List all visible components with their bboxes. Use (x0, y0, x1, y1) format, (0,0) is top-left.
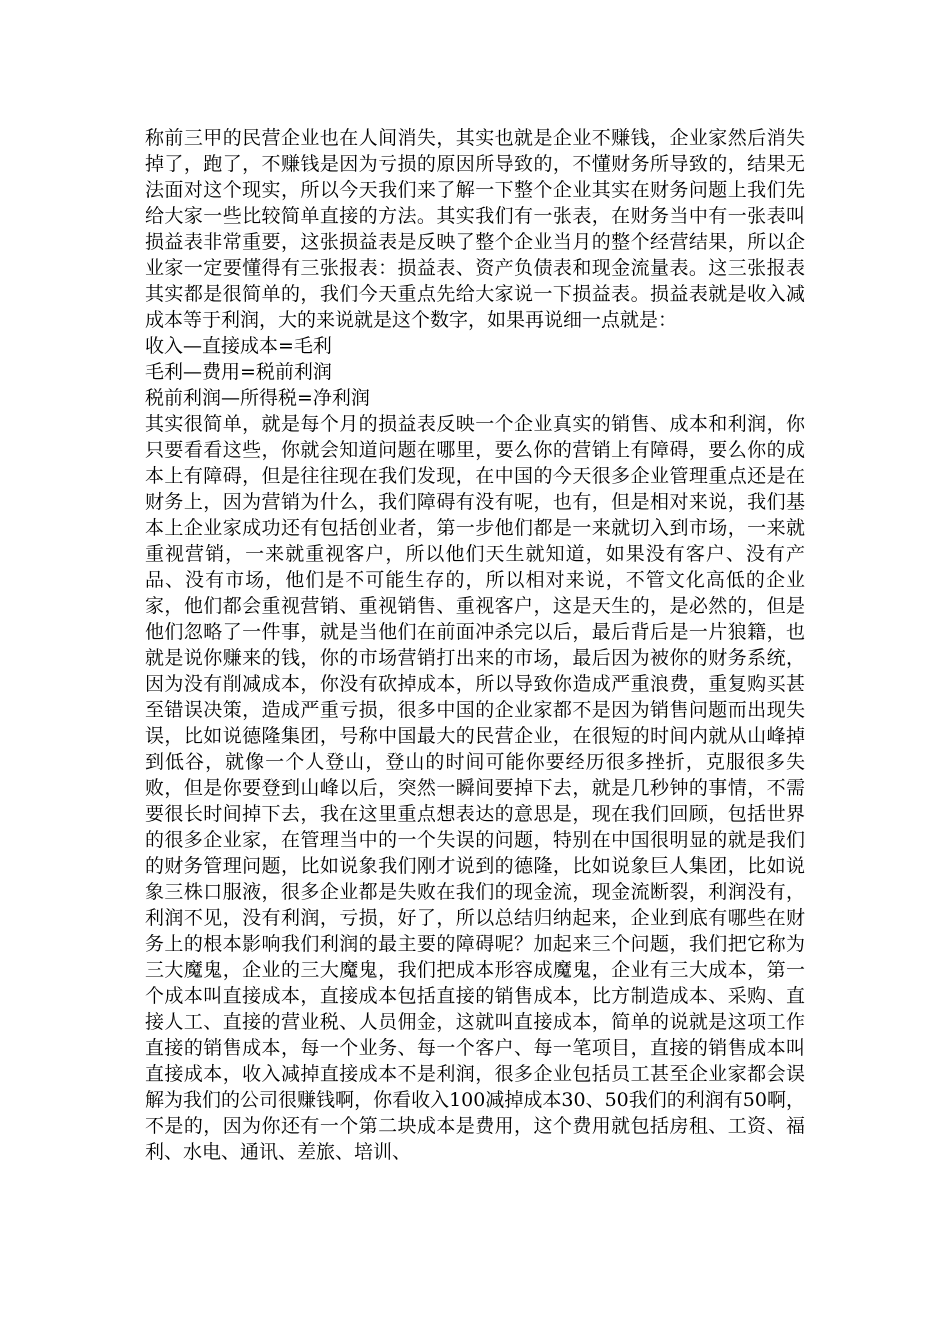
paragraph-intro: 称前三甲的民营企业也在人间消失，其实也就是企业不赚钱，企业家然后消失掉了，跑了，不赚钱是因为亏损的原因所导致的，不懂财务所导致的，结果无法面对这个现实，所以今天我们来了解一下整个企业其实在财务问题上我们先给大家一些比较简单直接的方法。其实我们有一张表，在财务当中有一张表叫损益表非常重要，这张损益表是反映了整个企业当月的整个经营结果，所以企业家一定要懂得有三张报表：损益表、资产负债表和现金流量表。这三张报表其实都是很简单的，我们今天重点先给大家说一下损益表。损益表就是收入减成本等于利润，大的来说就是这个数字，如果再说细一点就是： (145, 127, 805, 331)
formula-gross-profit: 收入—直接成本=毛利 (145, 335, 332, 357)
paragraph-explanation: 其实很简单，就是每个月的损益表反映一个企业真实的销售、成本和利润，你只要看看这些，你就会知道问题在哪里，要么你的营销上有障碍，要么你的成本上有障碍，但是往往现在我们发现，在中国的今天很多企业管理重点还是在财务上，因为营销为什么，我们障碍有没有呢，也有，但是相对来说，我们基本上企业家成功还有包括创业者，第一步他们都是一来就切入到市场，一来就重视营销，一来就重视客户，所以他们天生就知道，如果没有客户、没有产品、没有市场，他们是不可能生存的，所以相对来说，不管文化高低的企业家，他们都会重视营销、重视销售、重视客户，这是天生的，是必然的，但是他们忽略了一件事，就是当他们在前面冲杀完以后，最后背后是一片狼籍，也就是说你赚来的钱，你的市场营销打出来的市场，最后因为被你的财务系统，因为没有削减成本，你没有砍掉成本，所以导致你造成严重浪费，重复购买甚至错误决策，造成严重亏损，很多中国的企业家都不是因为销售问题而出现失误，比如说德隆集团，号称中国最大的民营企业，在很短的时间内就从山峰掉到低谷，就像一个人登山，登山的时间可能你要经历很多挫折，克服很多失败，但是你要登到山峰以后，突然一瞬间要掉下去，就是几秒钟的事情，不需要很长时间掉下去，我在这里重点想表达的意思是，现在我们回顾，包括世界的很多企业家，在管理当中的一个失误的问题，特别在中国很明显的就是我们的财务管理问题，比如说象我们刚才说到的德隆，比如说象巨人集团，比如说象三株口服液，很多企业都是失败在我们的现金流，现金流断裂，利润没有，利润不见，没有利润，亏损，好了，所以总结归纳起来，企业到底有哪些在财务上的根本影响我们利润的最主要的障碍呢？加起来三个问题，我们把它称为三大魔鬼，企业的三大魔鬼，我们把成本形容成魔鬼，企业有三大成本，第一个成本叫直接成本，直接成本包括直接的销售成本，比方制造成本、采购、直接人工、直接的营业税、人员佣金，这就叫直接成本，简单的说就是这项工作直接的销售成本，每一个业务、每一个客户、每一笔项目，直接的销售成本叫直接成本，收入减掉直接成本不是利润，很多企业包括员工甚至企业家都会误解为我们的公司很赚钱啊，你看收入100减掉成本30、50我们的利润有50啊，不是的，因为你还有一个第二块成本是费用，这个费用就包括房租、工资、福利、水电、通讯、差旅、培训、 (145, 413, 805, 1163)
document-body (145, 125, 805, 1165)
formula-pretax-profit: 毛利—费用=税前利润 (145, 361, 332, 383)
formula-net-profit: 税前利润—所得税=净利润 (145, 387, 370, 409)
